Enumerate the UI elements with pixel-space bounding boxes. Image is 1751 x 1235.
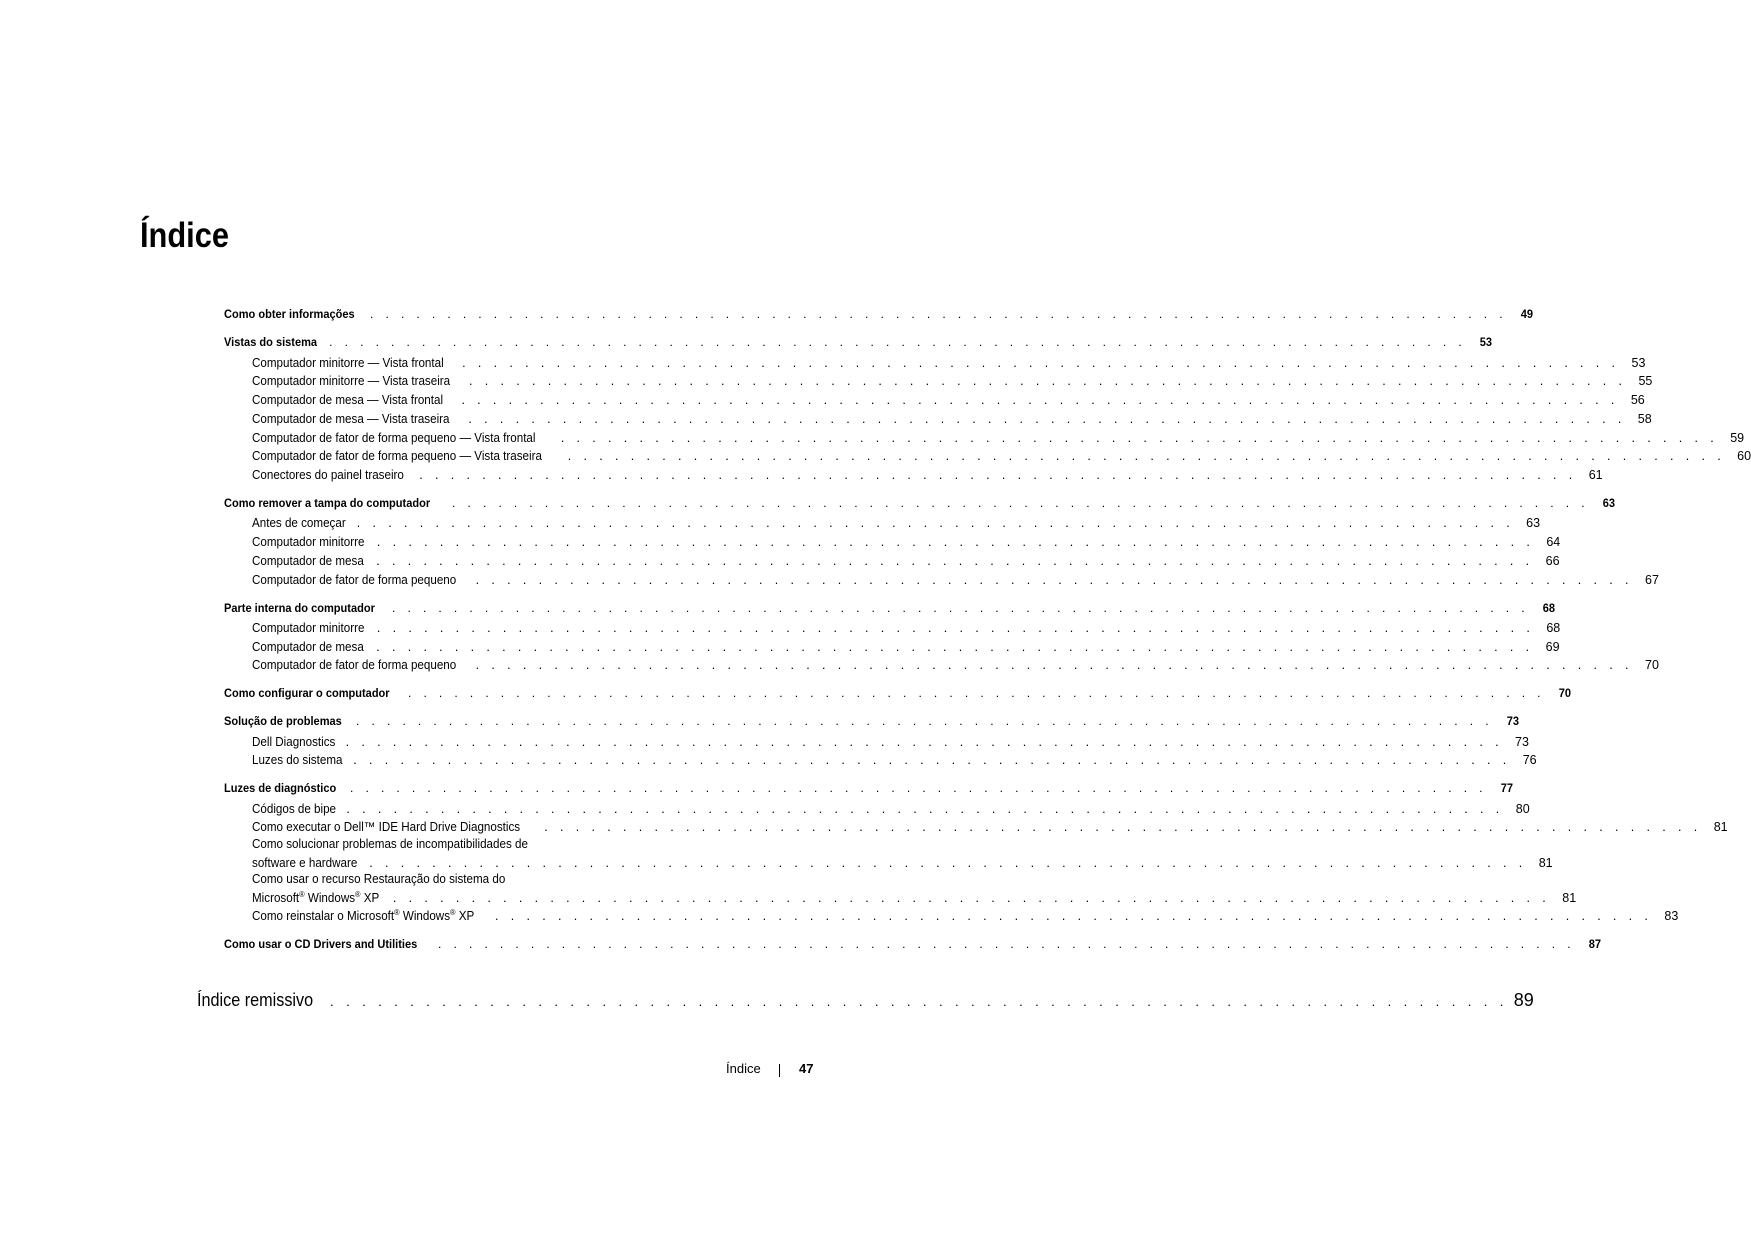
toc-subentry[interactable]	[252, 427, 1745, 445]
toc-entry-page: 81	[1713, 820, 1728, 834]
toc-subentry[interactable]	[252, 389, 1645, 407]
toc-entry[interactable]	[224, 933, 1601, 951]
toc-entry-label: Conectores do painel traseiro	[252, 468, 404, 482]
toc-entry-page: 70	[1645, 658, 1659, 672]
leader-dots: . . . . . . . . . . . . . . . . . . . . . . . . . . . . . . . . . . . . . . . . . . . . . . . . . . . . . . . . . . . . . . . . . . . . . . . . . .	[370, 307, 1507, 321]
toc-entry-page: 68	[1546, 621, 1561, 635]
toc-entry-page: 53	[1479, 335, 1493, 349]
registered-mark: ®	[299, 890, 305, 899]
toc-entry-page: 59	[1730, 431, 1745, 445]
leader-dots: . . . . . . . . . . . . . . . . . . . . . . . . . . . . . . . . . . . . . . . . . . . . . . . . . . . . . . . . . . . . . . . . . . . . . . . . . .	[438, 937, 1575, 951]
toc-subentry[interactable]	[252, 798, 1530, 816]
leader-dots: . . . . . . . . . . . . . . . . . . . . . . . . . . . . . . . . . . . . . . . . . . . . . . . . . . . . . . . . . . . . . . . . . . . . . . . . . .	[345, 735, 1503, 749]
toc-subentry[interactable]	[252, 905, 1679, 923]
leader-dots: . . . . . . . . . . . . . . . . . . . . . . . . . . . . . . . . . . . . . . . . . . . . . . . . . . . . . . . . . . . . . . . . . . . . . . . . . .	[376, 554, 1534, 568]
toc-entry-label-line1[interactable]: Como usar o recurso Restauração do sistema do	[252, 872, 506, 886]
toc-entry-label: Computador de fator de forma pequeno	[252, 573, 457, 587]
toc-subentry[interactable]	[252, 352, 1646, 370]
registered-mark: ®	[355, 890, 361, 899]
toc-subentry[interactable]	[252, 550, 1560, 568]
leader-dots: . . . . . . . . . . . . . . . . . . . . . . . . . . . . . . . . . . . . . . . . . . . . . . . . . . . . . . . . . . . . . . . . . . . . . . . . . .	[330, 994, 1508, 1009]
toc-entry-label: Computador de mesa	[252, 640, 364, 654]
toc-entry-label: Parte interna do computador	[224, 601, 375, 615]
leader-dots: . . . . . . . . . . . . . . . . . . . . . . . . . . . . . . . . . . . . . . . . . . . . . . . . . . . . . . . . . . . . . . . . . . . . . . . . . .	[392, 891, 1551, 905]
leader-dots: . . . . . . . . . . . . . . . . . . . . . . . . . . . . . . . . . . . . . . . . . . . . . . . . . . . . . . . . . . . . . . . . . . . . . . . . . .	[468, 412, 1626, 426]
toc-entry[interactable]	[224, 777, 1513, 795]
toc-entry-label: Como obter informações	[224, 307, 355, 321]
leader-dots: . . . . . . . . . . . . . . . . . . . . . . . . . . . . . . . . . . . . . . . . . . . . . . . . . . . . . . . . . . . . . . . . . . . . . . . . . .	[346, 802, 1504, 816]
toc-entry-label: Antes de começar	[252, 516, 346, 530]
toc-subentry[interactable]	[252, 512, 1541, 530]
toc-entry-label: Luzes do sistema	[252, 753, 343, 767]
toc-entry-page: 60	[1737, 449, 1751, 463]
leader-dots: . . . . . . . . . . . . . . . . . . . . . . . . . . . . . . . . . . . . . . . . . . . . . . . . . . . . . . . . . . . . . . . . . . . . . . . . . .	[369, 856, 1527, 870]
toc-entry-page: 77	[1500, 781, 1513, 795]
leader-dots: . . . . . . . . . . . . . . . . . . . . . . . . . . . . . . . . . . . . . . . . . . . . . . . . . . . . . . . . . . . . . . . . . . . . . . . . . .	[376, 640, 1534, 654]
leader-dots: . . . . . . . . . . . . . . . . . . . . . . . . . . . . . . . . . . . . . . . . . . . . . . . . . . . . . . . . . . . . . . . . . . . . . . . . . .	[544, 820, 1702, 834]
toc-subentry[interactable]	[252, 636, 1560, 654]
footer-divider	[779, 1064, 780, 1077]
toc-entry-label: Luzes de diagnóstico	[224, 781, 337, 795]
toc-entry-label: Computador minitorre — Vista frontal	[252, 356, 444, 370]
toc-subentry[interactable]	[252, 569, 1659, 587]
registered-mark: ®	[394, 908, 400, 917]
toc-subentry[interactable]	[252, 408, 1652, 426]
toc-entry-page: 66	[1545, 554, 1560, 568]
toc-entry[interactable]	[224, 492, 1615, 510]
toc-entry-page: 61	[1588, 468, 1603, 482]
toc-entry-page: 69	[1545, 640, 1560, 654]
toc-entry-label: Computador de fator de forma pequeno	[252, 658, 457, 672]
toc-entry-label: Computador minitorre	[252, 621, 365, 635]
toc-entry-label: software e hardware	[252, 856, 358, 870]
toc-entry-label: Microsoft® Windows® XP	[252, 890, 380, 905]
leader-dots: . . . . . . . . . . . . . . . . . . . . . . . . . . . . . . . . . . . . . . . . . . . . . . . . . . . . . . . . . . . . . . . . . . . . . . . . . .	[392, 601, 1529, 615]
toc-subentry[interactable]	[252, 617, 1561, 635]
toc-entry-page: 55	[1638, 374, 1653, 388]
leader-dots: . . . . . . . . . . . . . . . . . . . . . . . . . . . . . . . . . . . . . . . . . . . . . . . . . . . . . . . . . . . . . . . . . . . . . . . . . .	[469, 374, 1627, 388]
leader-dots: . . . . . . . . . . . . . . . . . . . . . . . . . . . . . . . . . . . . . . . . . . . . . . . . . . . . . . . . . . . . . . . . . . . . . . . . . .	[461, 393, 1619, 407]
toc-entry-page: 76	[1522, 753, 1537, 767]
toc-entry-page: 81	[1538, 856, 1553, 870]
toc-entry-page: 49	[1520, 307, 1533, 321]
toc-subentry[interactable]	[252, 654, 1659, 672]
toc-entry-label: Como usar o CD Drivers and Utilities	[224, 937, 418, 951]
toc-entry-label: Computador minitorre — Vista traseira	[252, 374, 451, 388]
toc-entry-label: Computador de mesa	[252, 554, 364, 568]
leader-dots: . . . . . . . . . . . . . . . . . . . . . . . . . . . . . . . . . . . . . . . . . . . . . . . . . . . . . . . . . . . . . . . . . . . . . . . . . .	[408, 686, 1545, 700]
toc-subentry[interactable]	[252, 464, 1603, 482]
leader-dots: . . . . . . . . . . . . . . . . . . . . . . . . . . . . . . . . . . . . . . . . . . . . . . . . . . . . . . . . . . . . . . . . . . . . . . . . . .	[567, 449, 1726, 463]
toc-entry-page: 83	[1664, 909, 1679, 923]
toc-entry-page: 67	[1645, 573, 1659, 587]
leader-dots: . . . . . . . . . . . . . . . . . . . . . . . . . . . . . . . . . . . . . . . . . . . . . . . . . . . . . . . . . . . . . . . . . . . . . . . . . .	[560, 431, 1719, 445]
toc-subentry[interactable]	[252, 370, 1653, 388]
toc-entry-page: 73	[1506, 714, 1519, 728]
toc-subentry[interactable]	[252, 749, 1537, 767]
toc-entry-page: 80	[1515, 802, 1530, 816]
toc-entry-page: 58	[1637, 412, 1652, 426]
toc-subentry[interactable]	[252, 852, 1553, 870]
leader-dots: . . . . . . . . . . . . . . . . . . . . . . . . . . . . . . . . . . . . . . . . . . . . . . . . . . . . . . . . . . . . . . . . . . . . . . . . . .	[376, 621, 1535, 635]
toc-entry[interactable]	[224, 710, 1519, 728]
toc-entry-label: Como configurar o computador	[224, 686, 390, 700]
toc-entry-label: Vistas do sistema	[224, 335, 318, 349]
toc-entry-page: 64	[1546, 535, 1561, 549]
toc-entry-label: Solução de problemas	[224, 714, 342, 728]
footer-section-label: Índice	[726, 1061, 761, 1076]
leader-dots: . . . . . . . . . . . . . . . . . . . . . . . . . . . . . . . . . . . . . . . . . . . . . . . . . . . . . . . . . . . . . . . . . . . . . . . . . .	[494, 909, 1653, 923]
leader-dots: . . . . . . . . . . . . . . . . . . . . . . . . . . . . . . . . . . . . . . . . . . . . . . . . . . . . . . . . . . . . . . . . . . . . . . . . . .	[462, 356, 1620, 370]
toc-entry-label: Computador de mesa — Vista frontal	[252, 393, 444, 407]
toc-subentry[interactable]	[252, 531, 1561, 549]
toc-subentry[interactable]	[252, 887, 1577, 905]
toc-entry-label: Computador de mesa — Vista traseira	[252, 412, 450, 426]
toc-entry-page: 81	[1562, 891, 1577, 905]
toc-entry-page: 89	[1513, 990, 1534, 1010]
leader-dots: . . . . . . . . . . . . . . . . . . . . . . . . . . . . . . . . . . . . . . . . . . . . . . . . . . . . . . . . . . . . . . . . . . . . . . . . . .	[329, 335, 1467, 349]
toc-entry[interactable]	[224, 597, 1555, 615]
leader-dots: . . . . . . . . . . . . . . . . . . . . . . . . . . . . . . . . . . . . . . . . . . . . . . . . . . . . . . . . . . . . . . . . . . . . . . . . . .	[419, 468, 1577, 482]
toc-entry-page: 68	[1542, 601, 1555, 615]
toc-subentry[interactable]	[252, 731, 1529, 749]
toc-entry-page: 63	[1526, 516, 1541, 530]
toc-entry[interactable]	[224, 331, 1493, 349]
leader-dots: . . . . . . . . . . . . . . . . . . . . . . . . . . . . . . . . . . . . . . . . . . . . . . . . . . . . . . . . . . . . . . . . . . . . . . . . . .	[356, 714, 1493, 728]
toc-entry-label: Como remover a tampa do computador	[224, 496, 431, 510]
toc-entry-label: Como reinstalar o Microsoft® Windows® XP	[252, 908, 475, 923]
leader-dots: . . . . . . . . . . . . . . . . . . . . . . . . . . . . . . . . . . . . . . . . . . . . . . . . . . . . . . . . . . . . . . . . . . . . . . . . . .	[376, 535, 1535, 549]
leader-dots: . . . . . . . . . . . . . . . . . . . . . . . . . . . . . . . . . . . . . . . . . . . . . . . . . . . . . . . . . . . . . . . . . . . . . . . . . .	[452, 496, 1589, 510]
footer-page-number: 47	[799, 1061, 814, 1076]
toc-entry-label-line1[interactable]: Como solucionar problemas de incompatibilidades de	[252, 837, 528, 851]
toc-entry-page: 63	[1602, 496, 1615, 510]
leader-dots: . . . . . . . . . . . . . . . . . . . . . . . . . . . . . . . . . . . . . . . . . . . . . . . . . . . . . . . . . . . . . . . . . . . . . . . . . .	[353, 753, 1511, 767]
toc-subentry[interactable]	[252, 816, 1728, 834]
leader-dots: . . . . . . . . . . . . . . . . . . . . . . . . . . . . . . . . . . . . . . . . . . . . . . . . . . . . . . . . . . . . . . . . . . . . . . . . . .	[356, 516, 1515, 530]
toc-entry-label: Índice remissivo	[197, 990, 314, 1010]
toc-entry-page: 87	[1588, 937, 1601, 951]
toc-entry[interactable]	[224, 303, 1533, 321]
toc-entry-label: Computador de fator de forma pequeno — Vista frontal	[252, 431, 536, 445]
toc-entry-page: 73	[1515, 735, 1529, 749]
toc-entry-label: Códigos de bipe	[252, 802, 337, 816]
toc-entry-label: Dell Diagnostics	[252, 735, 336, 749]
registered-mark: ®	[450, 908, 456, 917]
leader-dots: . . . . . . . . . . . . . . . . . . . . . . . . . . . . . . . . . . . . . . . . . . . . . . . . . . . . . . . . . . . . . . . . . . . . . . . . . .	[475, 658, 1633, 672]
toc-index-entry[interactable]	[197, 987, 1534, 1011]
page-title: Índice	[140, 216, 230, 255]
toc-entry-page: 53	[1631, 356, 1646, 370]
toc-entry-page: 56	[1630, 393, 1645, 407]
toc-entry-label: Como executar o Dell™ IDE Hard Drive Diagnostics	[252, 820, 521, 834]
leader-dots: . . . . . . . . . . . . . . . . . . . . . . . . . . . . . . . . . . . . . . . . . . . . . . . . . . . . . . . . . . . . . . . . . . . . . . . . . .	[350, 781, 1487, 795]
toc-entry-label: Computador minitorre	[252, 535, 365, 549]
leader-dots: . . . . . . . . . . . . . . . . . . . . . . . . . . . . . . . . . . . . . . . . . . . . . . . . . . . . . . . . . . . . . . . . . . . . . . . . . .	[475, 573, 1633, 587]
toc-entry-page: 70	[1558, 686, 1571, 700]
toc-subentry[interactable]	[252, 445, 1751, 463]
toc-entry[interactable]	[224, 682, 1571, 700]
toc-entry-label: Computador de fator de forma pequeno — Vista traseira	[252, 449, 542, 463]
